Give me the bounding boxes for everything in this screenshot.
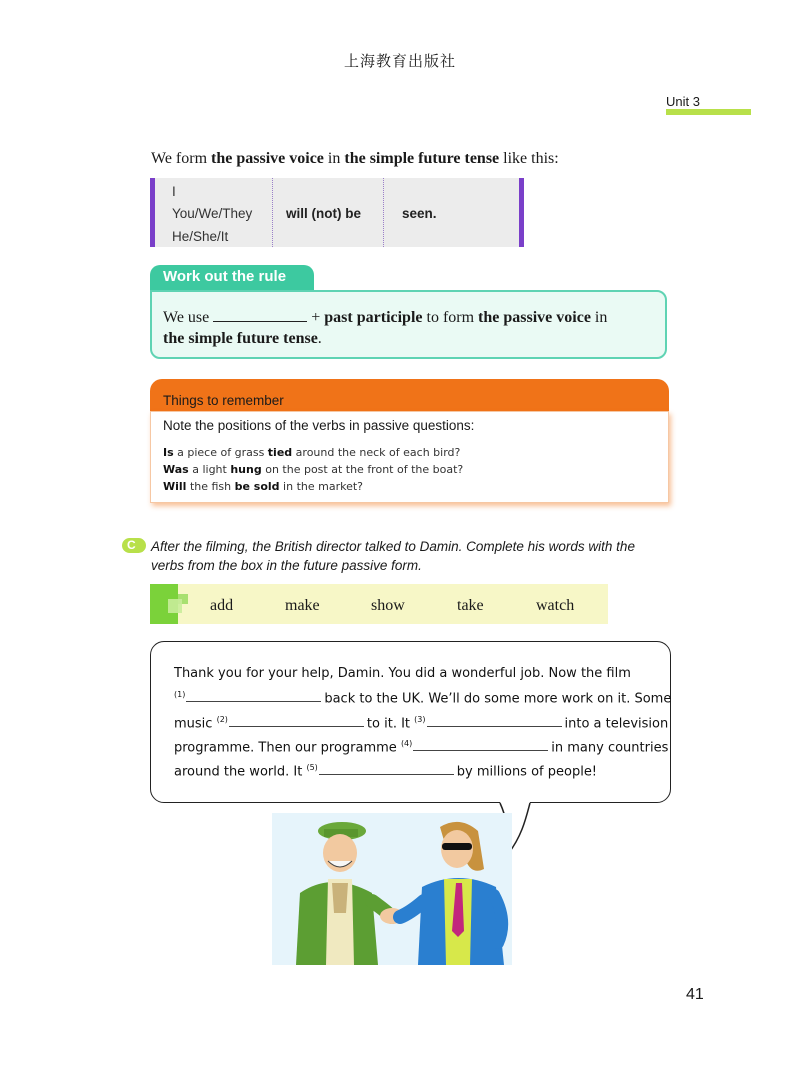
word-watch: watch xyxy=(536,597,575,614)
blank-number-1: (1) xyxy=(174,690,186,699)
word-add: add xyxy=(210,597,234,614)
subject-you-we-they: You/We/They xyxy=(172,206,253,221)
exercise-label: C xyxy=(127,538,136,552)
auxiliary-verb: will (not) be xyxy=(286,206,361,221)
word-take: take xyxy=(457,597,484,614)
word-make: make xyxy=(285,597,320,614)
grammar-intro: We form the passive voice in the simple future tense like this: xyxy=(151,150,559,167)
publisher-name: 上海教育出版社 xyxy=(343,52,456,70)
rule-line-1: We use + past participle to form the passive voice in xyxy=(163,309,608,326)
example-question: Is a piece of grass tied around the neck of each bird? xyxy=(163,446,461,459)
example-question: Will the fish be sold in the market? xyxy=(163,480,364,493)
exercise-instruction-1: After the filming, the British director talked to Damin. Complete his words with the xyxy=(151,539,635,554)
things-note: Note the positions of the verbs in passive questions: xyxy=(163,418,475,433)
unit-underline xyxy=(666,109,751,115)
rule-line-2: the simple future tense. xyxy=(163,330,322,347)
blank-number-3: (3) xyxy=(414,715,426,724)
exercise-instruction-2: verbs from the box in the future passive form. xyxy=(151,558,422,573)
column-divider xyxy=(272,178,273,247)
handshake-illustration xyxy=(272,813,512,965)
unit-label: Unit 3 xyxy=(666,94,700,109)
answer-blank-5[interactable] xyxy=(319,764,454,775)
table-right-border xyxy=(519,178,524,247)
table-left-border xyxy=(150,178,155,247)
sunglasses xyxy=(442,843,472,850)
things-title: Things to remember xyxy=(163,393,284,408)
word-show: show xyxy=(371,597,405,614)
rule-title: Work out the rule xyxy=(163,268,287,285)
answer-blank-3[interactable] xyxy=(427,716,562,727)
page-number: 41 xyxy=(686,986,704,1003)
bubble-line-2: $^{(1)}$ back to the UK. We’ll do some more work on it. Some xyxy=(174,690,672,707)
word-box-decoration xyxy=(168,599,182,613)
answer-blank-2[interactable] xyxy=(229,716,364,727)
past-participle: seen. xyxy=(402,206,437,221)
bubble-line-3: music $^{(2)}$ to it. It $^{(3)}$ into a television xyxy=(174,715,669,732)
answer-blank-4[interactable] xyxy=(413,740,548,751)
column-divider xyxy=(383,178,384,247)
subject-i: I xyxy=(172,184,176,199)
answer-blank-1[interactable] xyxy=(186,691,321,702)
example-question: Was a light hung on the post at the front of the boat? xyxy=(163,463,464,476)
bubble-line-1: Thank you for your help, Damin. You did a wonderful job. Now the film xyxy=(174,666,631,681)
blank-number-4: (4) xyxy=(400,739,413,748)
subject-he-she-it: He/She/It xyxy=(172,229,229,244)
blank-number-5: (5) xyxy=(306,763,318,772)
bubble-line-5: around the world. It $^{(5)}$ by millions of people! xyxy=(174,763,598,780)
rule-blank xyxy=(213,309,307,322)
tense-table xyxy=(150,178,524,247)
blank-number-2: (2) xyxy=(216,715,228,724)
bubble-line-4: programme. Then our programme $^{(4)}$ in many countries xyxy=(174,739,669,756)
